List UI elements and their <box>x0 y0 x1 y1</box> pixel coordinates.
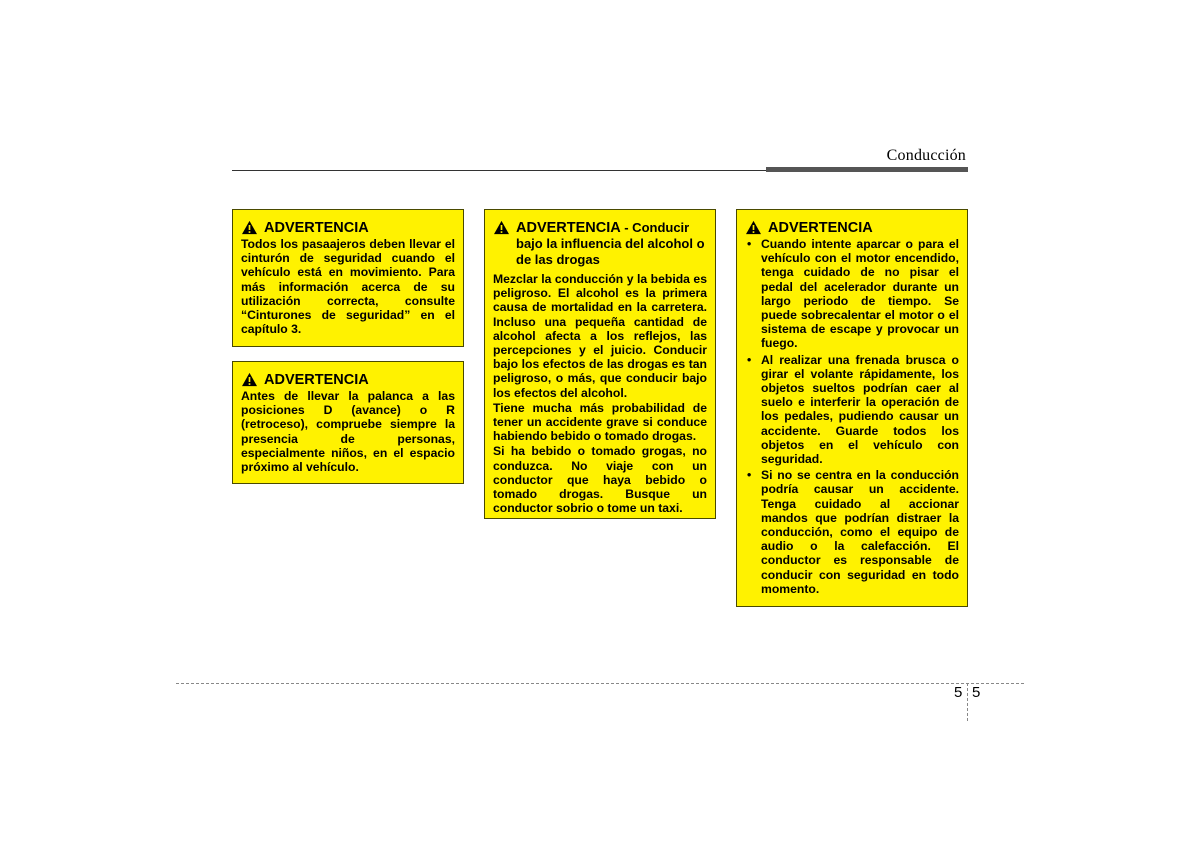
chapter-number: 5 <box>954 684 963 701</box>
warning-box-alcohol-drugs <box>484 209 716 519</box>
warning-triangle-icon <box>493 220 510 235</box>
warning-subtitle: - Conducir bajo la influencia del alcohol o de las drogas <box>516 220 705 267</box>
footer-divider <box>176 683 1024 684</box>
warning-title: ADVERTENCIA <box>264 220 369 236</box>
warning-box-seatbelts <box>232 209 464 347</box>
warning-title: ADVERTENCIA <box>516 220 621 236</box>
warning-box-gear-shift <box>232 361 464 484</box>
section-title: Conducción <box>886 147 966 164</box>
warning-text: Si ha bebido o tomado grogas, no conduzca. No viaje con un conductor que haya bebido o tomado drogas. Busque un conductor sobrio o tome un taxi. <box>493 444 707 516</box>
warning-triangle-icon <box>241 220 258 235</box>
warning-text: Antes de llevar la palanca a las posiciones D (avance) o R (retroceso), compruebe siempre la presencia de personas, especialmente niños, en el espacio próximo al vehículo. <box>241 389 455 475</box>
warning-bullet-list <box>745 237 959 596</box>
page-number: 5 <box>972 684 981 701</box>
warning-header <box>745 220 959 236</box>
warning-triangle-icon <box>745 220 762 235</box>
warning-header <box>493 220 707 268</box>
warning-title: ADVERTENCIA <box>264 372 369 388</box>
list-item: • Al realizar una frenada brusca o girar el volante rápidamente, los objetos sueltos podrían caer al suelo e interferir la operación de los pedales, pudiendo causar un accidente. Guarde todos los objetos en el vehículo con seguridad. <box>745 353 959 467</box>
warning-triangle-icon <box>241 372 258 387</box>
warning-box-general <box>736 209 968 607</box>
warning-text: Todos los pasaajeros deben llevar el cinturón de seguridad cuando el vehículo está en movimiento. Para más información acerca de su utilización correcta, consulte “Cinturones de seguridad” en el capítulo 3. <box>241 237 455 337</box>
warning-heading-group <box>516 220 707 268</box>
list-item: • Cuando intente aparcar o para el vehículo con el motor encendido, tenga cuidado de no pisar el pedal del acelerador durante un largo periodo de tiempo. Se puede sobrecalentar el motor o el sistema de escape y provocar un fuego. <box>745 237 959 351</box>
list-item: • Si no se centra en la conducción podría causar un accidente. Tenga cuidado al accionar mandos que podrían distraer la conducción, como el equipo de audio o la calefacción. El conductor es responsable de conducir con seguridad en todo momento. <box>745 468 959 596</box>
warning-title: ADVERTENCIA <box>768 220 873 236</box>
warning-text: Tiene mucha más probabilidad de tener un accidente grave si conduce habiendo bebido o tomado drogas. <box>493 400 707 444</box>
header-bar <box>766 167 968 172</box>
warning-header <box>241 220 455 236</box>
page-number-separator <box>967 683 968 721</box>
warning-header <box>241 372 455 388</box>
warning-text: Mezclar la conducción y la bebida es peligroso. El alcohol es la primera causa de mortalidad en la carretera. Incluso una pequeña cantidad de alcohol afecta a los reflejos, las percepciones y el juicio. Conducir bajo los efectos de las drogas es tan peligroso, o más, que conducir bajo los efectos del alcohol. <box>493 272 707 400</box>
header-rule <box>232 170 766 171</box>
